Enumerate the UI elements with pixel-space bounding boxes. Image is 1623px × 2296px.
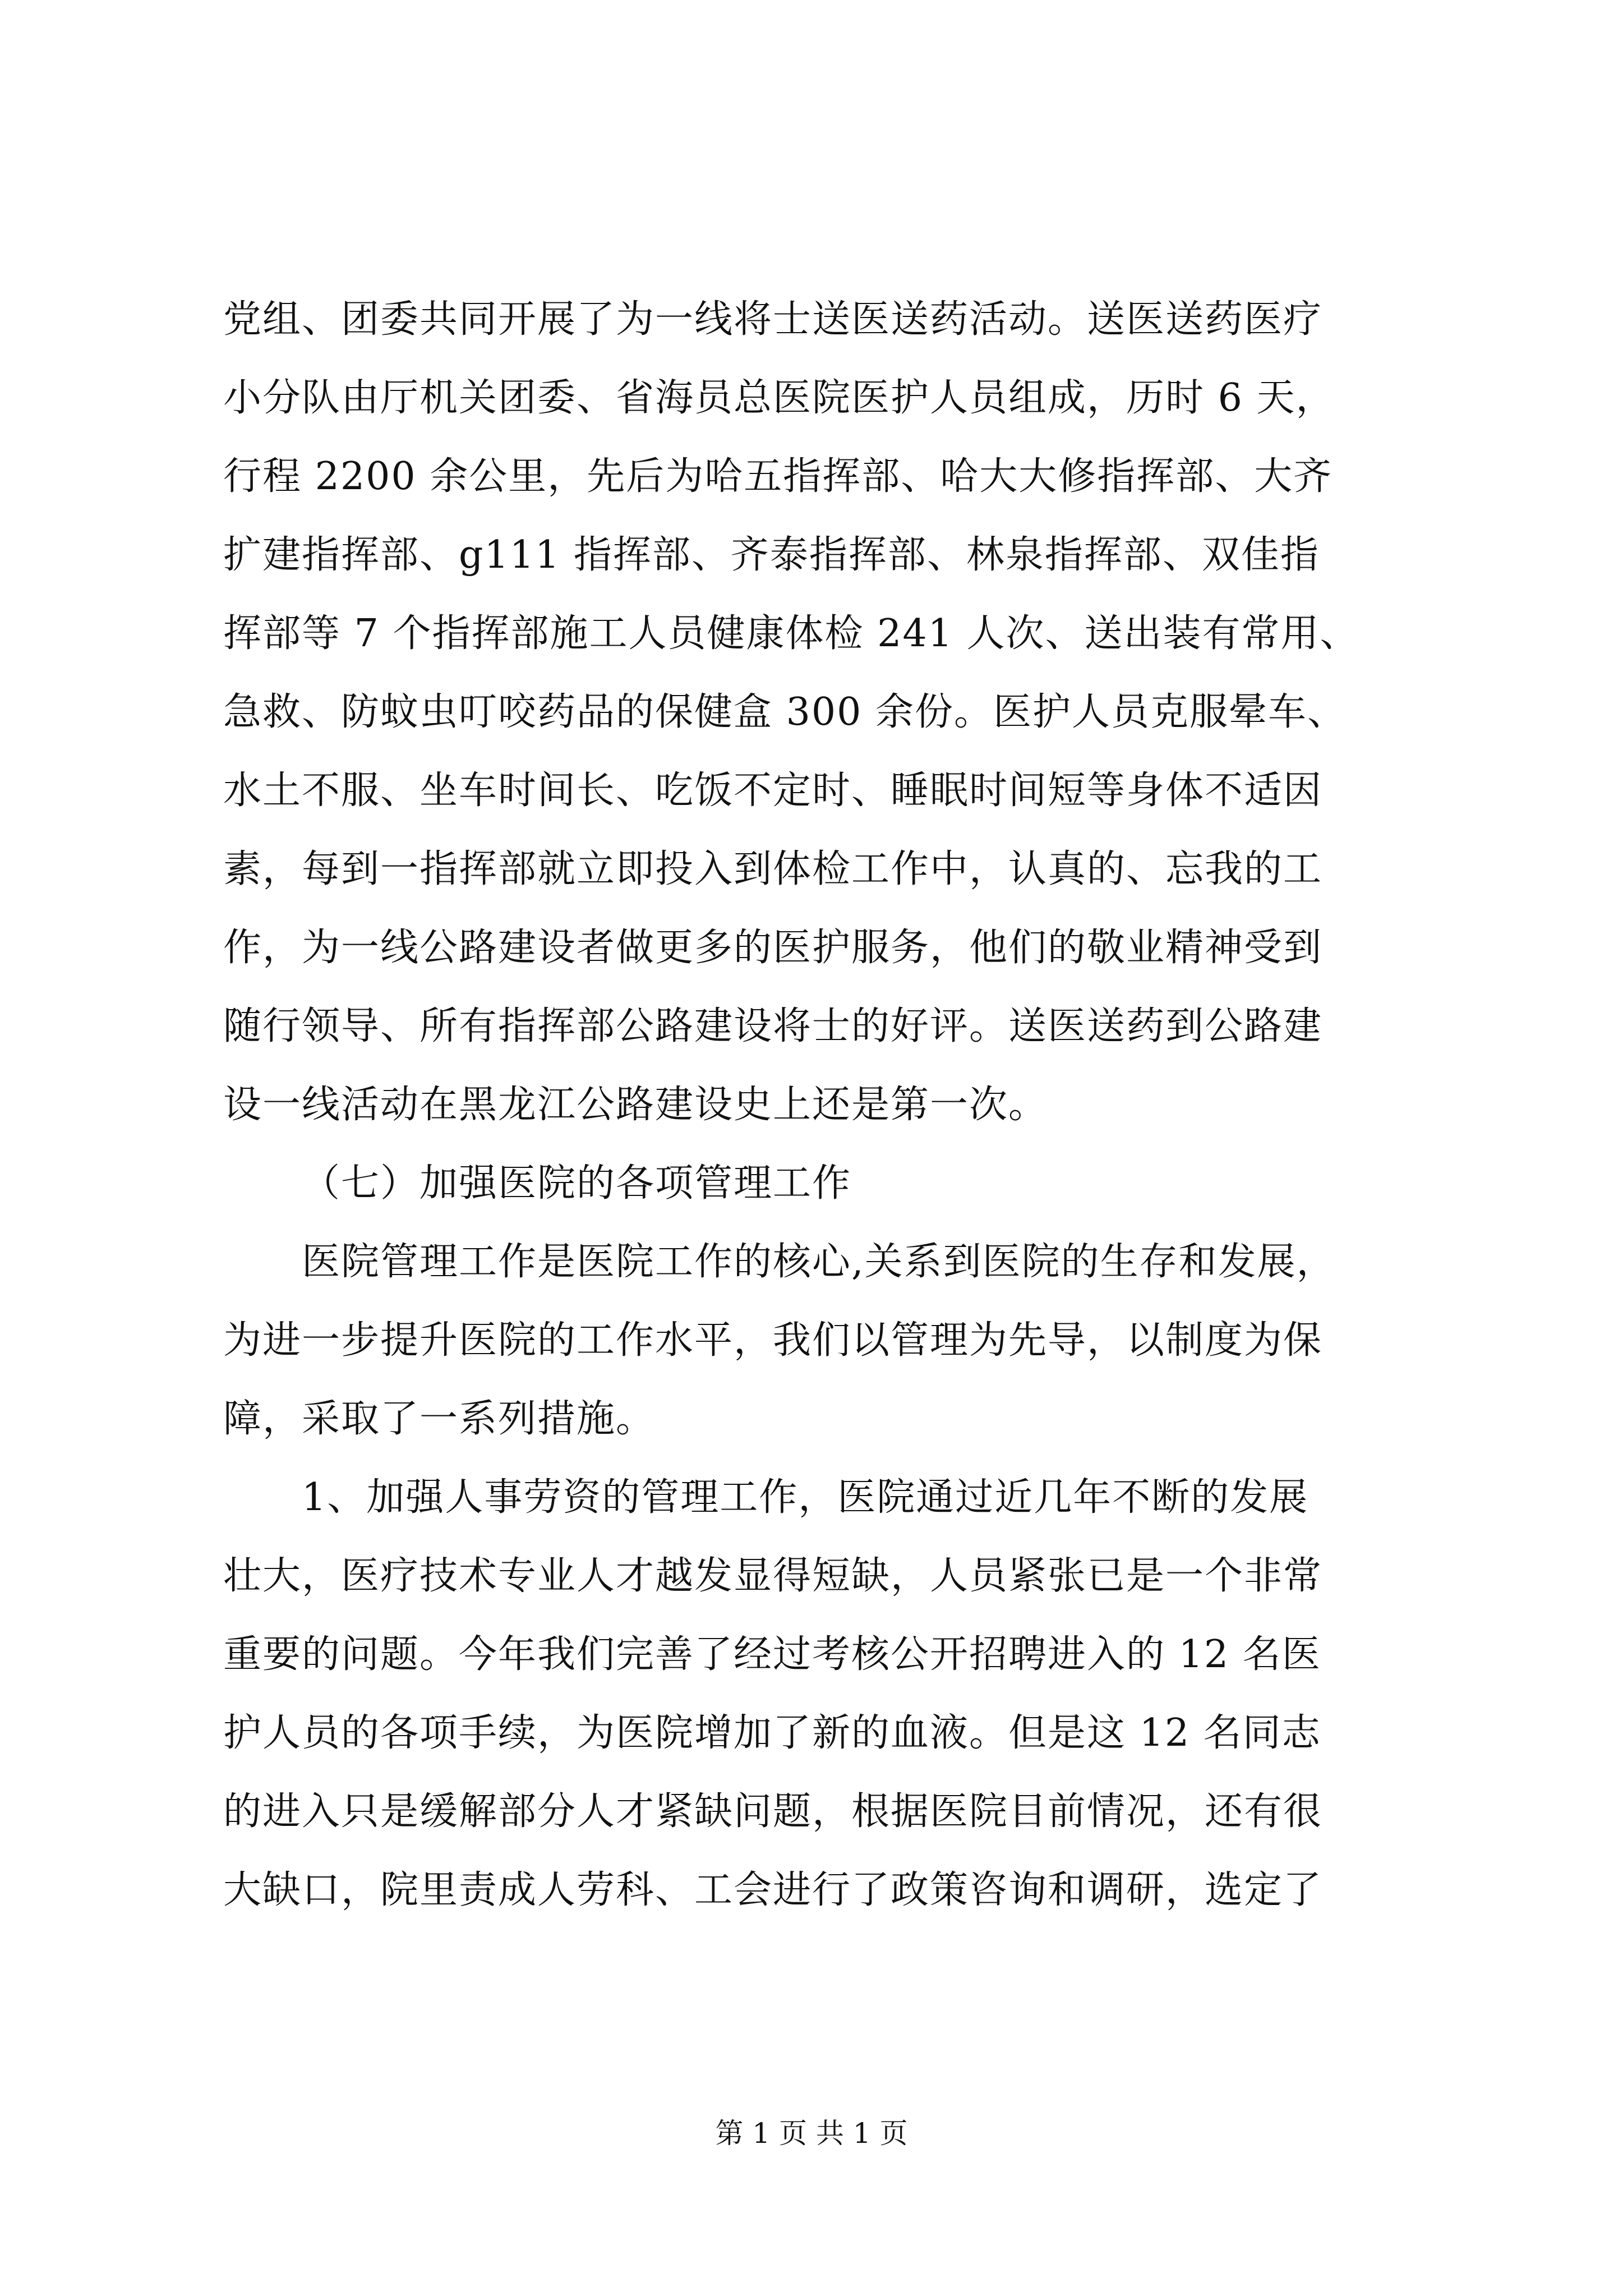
text-line: 设一线活动在黑龙江公路建设史上还是第一次。 <box>223 1083 1048 1127</box>
page-footer: 第 1 页 共 1 页 <box>715 2117 908 2150</box>
text-line: 医院管理工作是医院工作的核心,关系到医院的生存和发展， <box>302 1240 1336 1284</box>
text-line: 为进一步提升医院的工作水平，我们以管理为先导，以制度为保 <box>223 1318 1323 1363</box>
text-line: 水土不服、坐车时间长、吃饭不定时、睡眠时间短等身体不适因 <box>223 769 1323 813</box>
text-line: 行程 2200 余公里，先后为哈五指挥部、哈大大修指挥部、大齐 <box>223 454 1333 499</box>
text-line: 扩建指挥部、g111 指挥部、齐泰指挥部、林泉指挥部、双佳指 <box>223 533 1320 577</box>
text-line: 壮大，医疗技术专业人才越发显得短缺，人员紧张已是一个非常 <box>223 1554 1323 1598</box>
text-line: 障，采取了一系列措施。 <box>223 1397 656 1441</box>
text-line: 急救、防蚊虫叮咬药品的保健盒 300 余份。医护人员克服晕车、 <box>223 690 1347 734</box>
section-heading: （七）加强医院的各项管理工作 <box>302 1161 852 1205</box>
text-line: 的进入只是缓解部分人才紧缺问题，根据医院目前情况，还有很 <box>223 1789 1323 1834</box>
text-line: 大缺口，院里责成人劳科、工会进行了政策咨询和调研，选定了 <box>223 1868 1323 1912</box>
text-line: 挥部等 7 个指挥部施工人员健康体检 241 人次、送出装有常用、 <box>223 611 1359 656</box>
text-line: 随行领导、所有指挥部公路建设将士的好评。送医送药到公路建 <box>223 1004 1323 1048</box>
text-line: 素，每到一指挥部就立即投入到体检工作中，认真的、忘我的工 <box>223 847 1323 891</box>
text-line: 党组、团委共同开展了为一线将士送医送药活动。送医送药医疗 <box>223 297 1323 342</box>
text-line: 小分队由厅机关团委、省海员总医院医护人员组成，历时 6 天， <box>223 376 1335 420</box>
text-line: 护人员的各项手续，为医院增加了新的血液。但是这 12 名同志 <box>223 1711 1321 1755</box>
text-line: 1、加强人事劳资的管理工作，医院通过近几年不断的发展 <box>302 1475 1309 1520</box>
text-line: 作，为一线公路建设者做更多的医护服务，他们的敬业精神受到 <box>223 926 1323 970</box>
text-line: 重要的问题。今年我们完善了经过考核公开招聘进入的 12 名医 <box>223 1632 1321 1677</box>
